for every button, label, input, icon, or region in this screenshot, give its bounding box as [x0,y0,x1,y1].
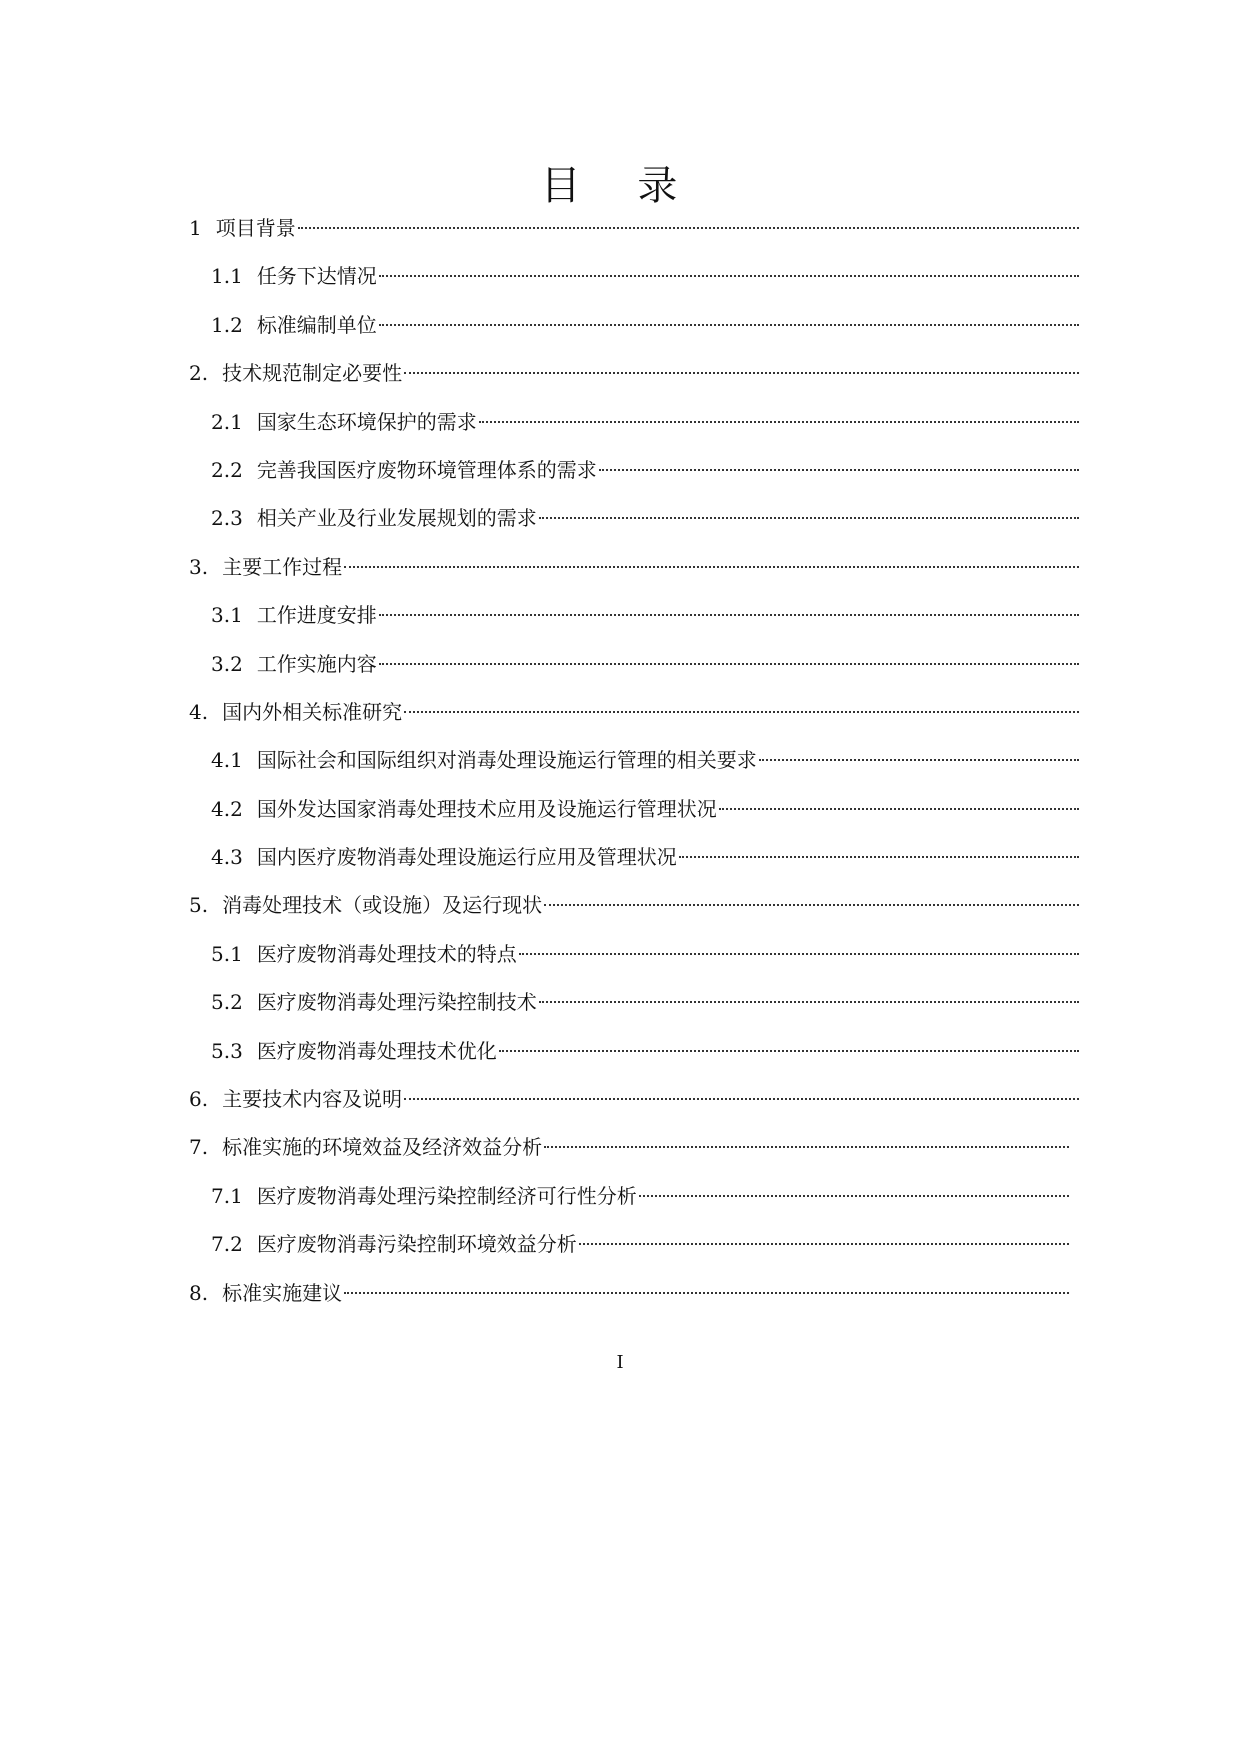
toc-dot-leader [539,1001,1079,1003]
toc-entry-number: 1 [189,216,202,240]
toc-entry-number: 1.2 [211,312,243,337]
toc-entry-title: 医疗废物消毒处理污染控制技术 [256,990,537,1015]
toc-title: 目 录 [540,163,700,209]
toc-entry-title: 医疗废物消毒处理技术的特点 [256,941,517,966]
toc-entry-number: 7. [189,1135,209,1160]
toc-entry[interactable] [189,1269,1069,1317]
toc-entry-number: 5. [189,893,209,918]
toc-entry-number: 7.2 [211,1232,243,1257]
toc-entry[interactable] [189,1075,1079,1123]
toc-dot-leader [479,421,1079,423]
toc-dot-leader [639,1195,1069,1197]
toc-entry-title: 相关产业及行业发展规划的需求 [256,506,537,531]
toc-dot-leader [579,1243,1069,1245]
toc-dot-leader [759,759,1079,761]
page-number: I [616,1352,624,1373]
toc-dot-leader [379,614,1079,616]
toc-entry-title: 项目背景 [215,216,296,240]
toc-entry-number: 5.1 [211,941,243,966]
toc-entry[interactable] [189,398,1079,446]
toc-list [189,204,1079,1317]
toc-entry-number: 5.2 [211,990,243,1015]
toc-entry[interactable] [189,1027,1079,1075]
toc-dot-leader [404,372,1079,374]
toc-entry[interactable] [189,930,1079,978]
toc-entry-number: 7.1 [211,1183,243,1208]
toc-entry-title: 完善我国医疗废物环境管理体系的需求 [256,457,597,482]
toc-dot-leader [344,1292,1069,1294]
toc-entry-number: 2.2 [211,457,243,482]
toc-dot-leader [404,711,1079,713]
toc-dot-leader [298,227,1079,229]
toc-entry-number: 3.1 [211,603,243,628]
toc-entry[interactable] [189,833,1079,881]
toc-entry-number: 2. [189,361,209,386]
toc-entry-number: 4.1 [211,748,243,773]
toc-dot-leader [344,566,1079,568]
toc-entry-title: 标准实施的环境效益及经济效益分析 [222,1135,543,1160]
toc-entry-title: 国内医疗废物消毒处理设施运行应用及管理状况 [256,845,677,870]
toc-entry-title: 主要工作过程 [222,554,343,579]
toc-entry-title: 工作进度安排 [256,603,377,628]
toc-entry-title: 标准编制单位 [256,312,377,337]
toc-dot-leader [544,1146,1069,1148]
toc-entry[interactable] [189,301,1079,349]
toc-entry-title: 任务下达情况 [256,264,377,289]
toc-dot-leader [679,856,1079,858]
toc-entry[interactable] [189,349,1079,397]
toc-dot-leader [519,953,1079,955]
toc-entry[interactable] [189,1123,1069,1171]
toc-entry-number: 8. [189,1280,209,1305]
toc-entry[interactable] [189,736,1079,784]
toc-entry[interactable] [189,785,1079,833]
toc-entry-title: 国家生态环境保护的需求 [256,409,477,434]
toc-entry-number: 2.3 [211,506,243,531]
toc-dot-leader [539,517,1079,519]
toc-dot-leader [379,663,1079,665]
toc-entry-title: 工作实施内容 [256,651,377,676]
toc-entry-number: 1.1 [211,264,243,289]
toc-entry[interactable] [189,1220,1069,1268]
toc-entry-number: 4.3 [211,845,243,870]
toc-entry-title: 国外发达国家消毒处理技术应用及设施运行管理状况 [256,796,717,821]
toc-entry-title: 医疗废物消毒处理污染控制经济可行性分析 [256,1183,637,1208]
toc-dot-leader [379,324,1079,326]
toc-dot-leader [499,1050,1079,1052]
toc-dot-leader [719,808,1079,810]
toc-entry-number: 3.2 [211,651,243,676]
toc-entry[interactable] [189,591,1079,639]
toc-entry-number: 2.1 [211,409,243,434]
toc-entry-title: 医疗废物消毒污染控制环境效益分析 [256,1232,577,1257]
toc-entry-title: 国内外相关标准研究 [222,699,403,724]
toc-entry[interactable] [189,446,1079,494]
toc-entry[interactable] [189,978,1079,1026]
toc-dot-leader [599,469,1079,471]
toc-entry-number: 3. [189,554,209,579]
toc-entry-number: 4.2 [211,796,243,821]
toc-entry[interactable] [189,252,1079,300]
toc-entry-title: 技术规范制定必要性 [222,361,403,386]
toc-entry-number: 5.3 [211,1038,243,1063]
toc-dot-leader [379,275,1079,277]
toc-entry[interactable] [189,494,1079,542]
toc-entry[interactable] [189,881,1079,929]
toc-dot-leader [404,1098,1079,1100]
toc-entry-title: 标准实施建议 [222,1280,343,1305]
toc-entry[interactable] [189,543,1079,591]
toc-entry-title: 主要技术内容及说明 [222,1087,403,1112]
toc-entry[interactable] [189,640,1079,688]
toc-entry[interactable] [189,688,1079,736]
toc-entry-number: 4. [189,699,209,724]
toc-entry[interactable] [189,1172,1069,1220]
toc-entry-title: 医疗废物消毒处理技术优化 [256,1038,497,1063]
toc-entry[interactable] [189,204,1079,252]
toc-entry-number: 6. [189,1087,209,1112]
toc-entry-title: 国际社会和国际组织对消毒处理设施运行管理的相关要求 [256,748,757,773]
toc-dot-leader [544,904,1079,906]
toc-entry-title: 消毒处理技术（或设施）及运行现状 [222,893,543,918]
